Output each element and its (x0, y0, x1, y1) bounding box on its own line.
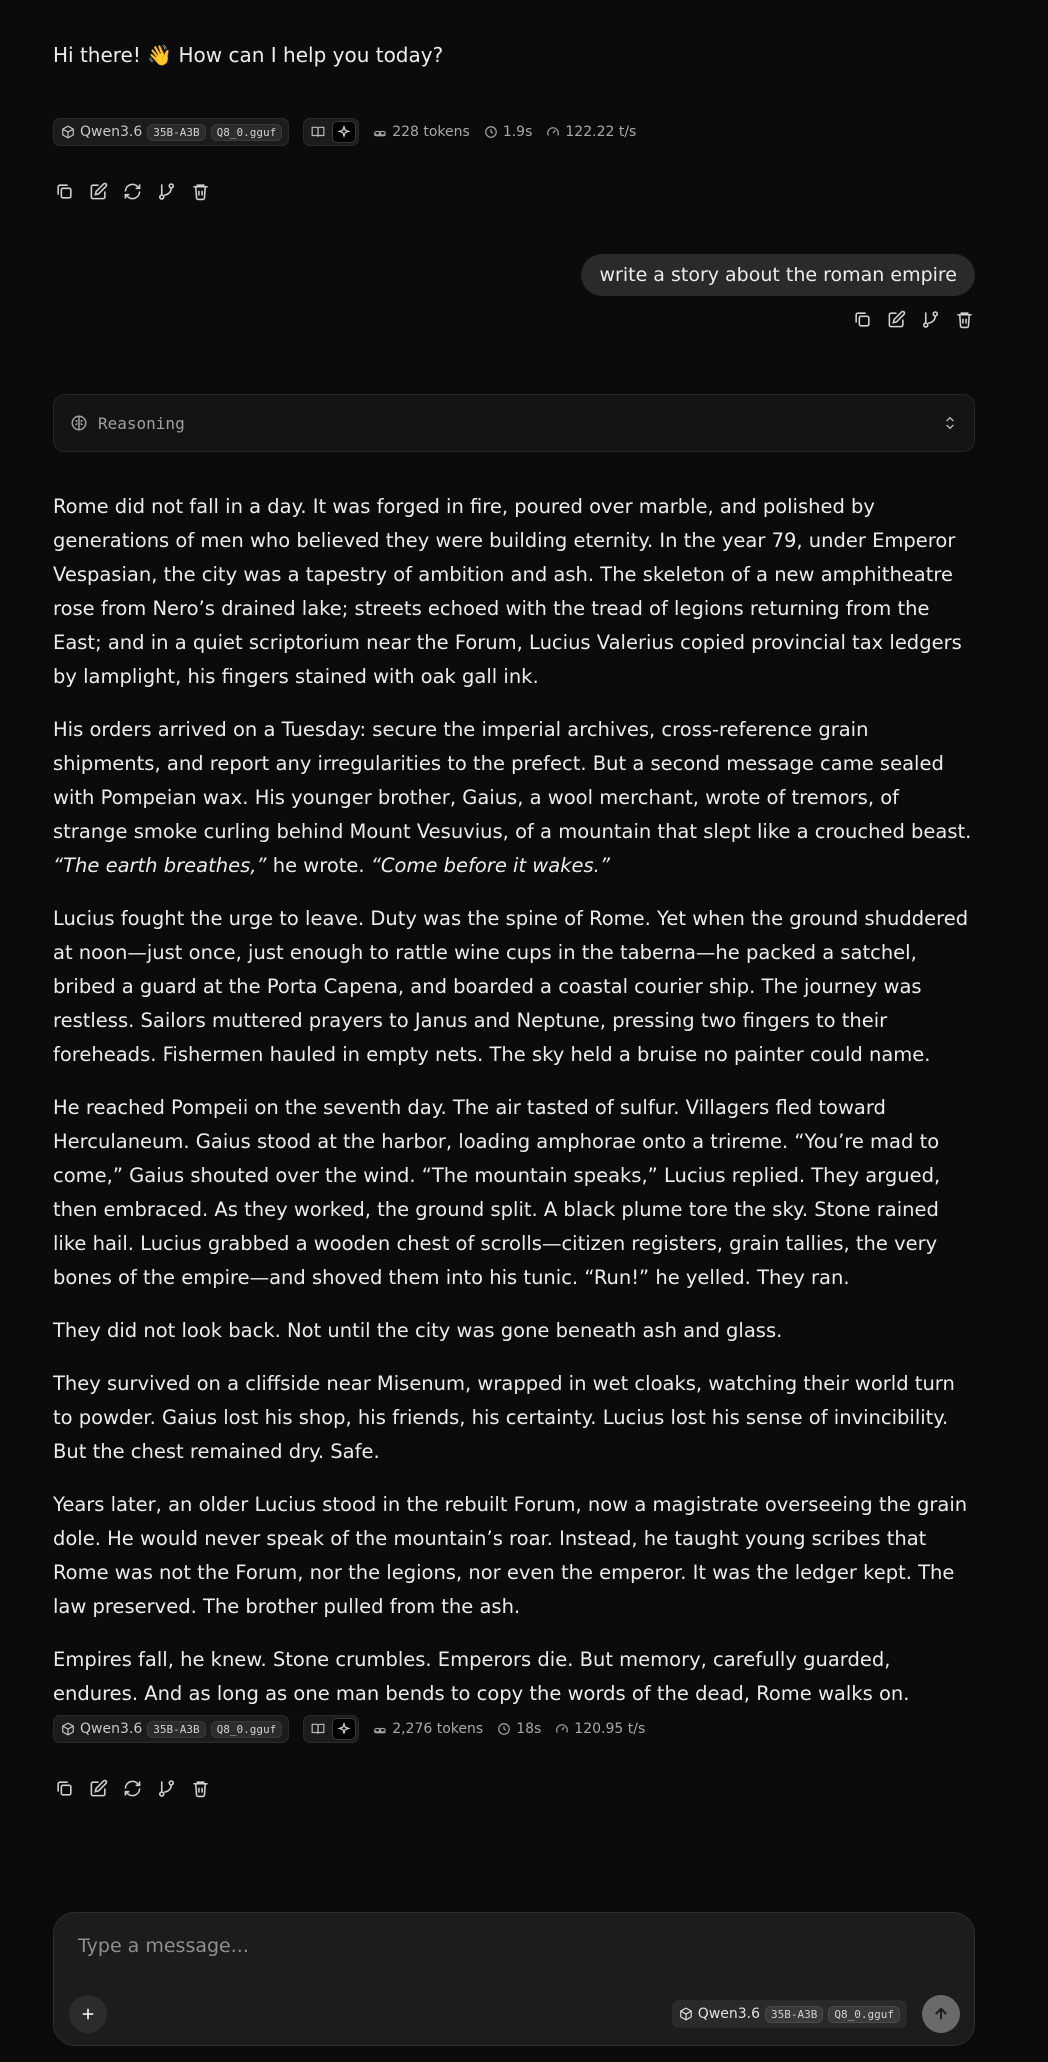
story-paragraph: They did not look back. Not until the city was gone beneath ash and glass. (53, 1319, 783, 1342)
model-name: Qwen3.6 (697, 2006, 761, 2022)
copy-icon[interactable] (53, 180, 75, 202)
brain-icon (70, 414, 88, 432)
speed-text: 122.22 t/s (565, 124, 637, 140)
arrow-up-icon (932, 2005, 950, 2023)
speed-text: 120.95 t/s (574, 1721, 646, 1737)
book-icon[interactable] (306, 1718, 330, 1740)
assistant-story (53, 490, 975, 1730)
attach-button[interactable] (69, 1995, 107, 2033)
edit-icon[interactable] (885, 308, 907, 330)
duration (484, 124, 533, 140)
model-name: Qwen3.6 (80, 124, 143, 140)
tokens-icon (373, 1722, 387, 1736)
duration (497, 1721, 541, 1737)
model-size-tag: 35B-A3B (765, 2006, 823, 2023)
copy-icon[interactable] (53, 1777, 75, 1799)
trash-icon[interactable] (189, 1777, 211, 1799)
story-text: His orders arrived on a Tuesday: secure the imperial archives, cross-reference grain shipments, and report any irregularities to the prefect. But a second message came sealed with Pompeian wax. His younger brother, Gaius, a wool merchant, wrote of tremors, of strange smoke curling behind Mount Vesuvius, of a mountain that slept like a crouched beast. (53, 718, 972, 843)
story-paragraph: Lucius fought the urge to leave. Duty was the spine of Rome. Yet when the ground shuddered at noon—just once, just enough to rattle wine cups in the taberna—he packed a satchel, bribed a guard at the Porta Capena, and boarded a coastal courier ship. The journey was restless. Sailors muttered prayers to Janus and Neptune, pressing two fingers to their foreheads. Fishermen hauled in empty nets. The sky held a bruise no painter could name. (53, 907, 969, 1066)
gauge-icon (546, 125, 560, 139)
story-quote: “The earth breathes,” (53, 854, 267, 877)
message-stats-2 (53, 1715, 975, 1743)
story-text: he wrote. (266, 854, 371, 877)
token-count-text: 2,276 tokens (392, 1721, 484, 1737)
message-input[interactable] (78, 1935, 938, 1975)
clock-icon (484, 125, 498, 139)
message-actions-1 (53, 178, 975, 204)
model-quant-tag: Q8_0.gguf (828, 2006, 900, 2023)
story-paragraph: They survived on a cliffside near Misenum, wrapped in wet cloaks, watching their world turn to powder. Gaius lost his shop, his friends, his certainty. Lucius lost his sense of invincibility. But the chest remained dry. Safe. (53, 1372, 955, 1463)
branch-icon[interactable] (155, 180, 177, 202)
edit-icon[interactable] (87, 1777, 109, 1799)
token-count (373, 1721, 483, 1737)
message-composer (53, 1912, 975, 2046)
assistant-greeting: Hi there! 👋 How can I help you today? (53, 43, 444, 67)
book-icon[interactable] (306, 121, 330, 143)
chevrons-up-down-icon (942, 415, 958, 431)
composer-model-selector[interactable] (672, 2000, 907, 2028)
story-paragraph: Years later, an older Lucius stood in the rebuilt Forum, now a magistrate overseeing the grain dole. He would never speak of the mountain’s roar. Instead, he taught young scribes that Rome was not the Forum, nor the legions, nor even the emperor. It was the ledger kept. The law preserved. The brother pulled from the ash. (53, 1493, 968, 1618)
plus-icon (79, 2005, 97, 2023)
token-count-text: 228 tokens (392, 124, 470, 140)
trash-icon[interactable] (189, 180, 211, 202)
speed (546, 124, 636, 140)
tokens-icon (373, 125, 387, 139)
story-quote: “Come before it wakes.” (370, 854, 610, 877)
duration-text: 18s (516, 1721, 542, 1737)
model-quant-tag: Q8_0.gguf (211, 1721, 283, 1738)
view-mode-toggle (303, 1715, 359, 1743)
view-mode-toggle (303, 118, 359, 146)
sparkle-icon[interactable] (332, 121, 356, 143)
message-stats-1 (53, 118, 975, 146)
trash-icon[interactable] (953, 308, 975, 330)
token-count (373, 124, 470, 140)
refresh-icon[interactable] (121, 180, 143, 202)
model-badge[interactable] (53, 1715, 289, 1743)
refresh-icon[interactable] (121, 1777, 143, 1799)
reasoning-label: Reasoning (98, 413, 185, 433)
model-badge[interactable] (53, 118, 289, 146)
message-actions-2 (53, 1775, 975, 1801)
model-quant-tag: Q8_0.gguf (211, 124, 283, 141)
user-message-actions (851, 308, 975, 334)
cube-icon (61, 125, 75, 139)
story-paragraph: Rome did not fall in a day. It was forged in fire, poured over marble, and polished by generations of men who believed they were building eternity. In the year 79, under Emperor Vespasian, the city was a tapestry of ambition and ash. The skeleton of a new amphitheatre rose from Nero’s drained lake; streets echoed with the tread of legions returning from the East; and in a quiet scriptorium near the Forum, Lucius Valerius copied provincial tax ledgers by lamplight, his fingers stained with oak gall ink. (53, 495, 962, 688)
model-size-tag: 35B-A3B (147, 1721, 205, 1738)
story-paragraph: He reached Pompeii on the seventh day. The air tasted of sulfur. Villagers fled toward Herculaneum. Gaius stood at the harbor, loading amphorae onto a trireme. “You’re mad to come,” Gaius shouted over the wind. “The mountain speaks,” Lucius replied. They argued, then embraced. As they worked, the ground split. A black plume tore the sky. Stone rained like hail. Lucius grabbed a wooden chest of scrolls—citizen registers, grain tallies, the very bones of the empire—and shoved them into his tunic. “Run!” he yelled. They ran. (53, 1096, 941, 1289)
edit-icon[interactable] (87, 180, 109, 202)
story-paragraph (53, 713, 975, 883)
branch-icon[interactable] (155, 1777, 177, 1799)
reasoning-toggle[interactable] (53, 394, 975, 452)
send-button[interactable] (922, 1995, 960, 2033)
model-size-tag: 35B-A3B (147, 124, 205, 141)
branch-icon[interactable] (919, 308, 941, 330)
clock-icon (497, 1722, 511, 1736)
duration-text: 1.9s (502, 124, 533, 140)
speed (555, 1721, 645, 1737)
user-message-bubble: write a story about the roman empire (581, 254, 975, 296)
gauge-icon (555, 1722, 569, 1736)
sparkle-icon[interactable] (332, 1718, 356, 1740)
story-paragraph: Empires fall, he knew. Stone crumbles. Emperors die. But memory, carefully guarded, endures. And as long as one man bends to copy the words of the dead, Rome walks on. (53, 1648, 910, 1705)
cube-icon (679, 2007, 693, 2021)
cube-icon (61, 1722, 75, 1736)
model-name: Qwen3.6 (80, 1721, 143, 1737)
copy-icon[interactable] (851, 308, 873, 330)
